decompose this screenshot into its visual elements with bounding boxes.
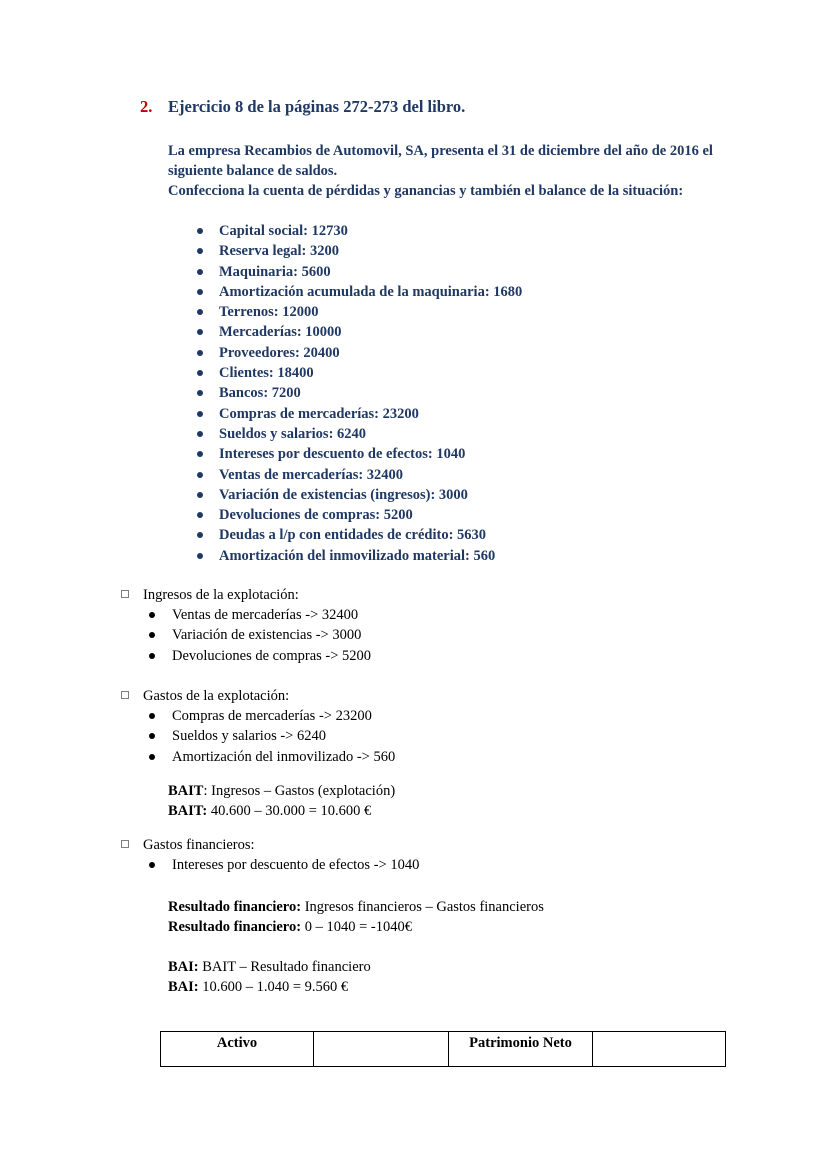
ingresos-heading-text: Ingresos de la explotación:: [143, 587, 299, 603]
bait-definition-text: : Ingresos – Gastos (explotación): [203, 783, 396, 799]
bait-calculation: [168, 801, 395, 821]
ingresos-heading: [120, 585, 371, 605]
bai-definition: [168, 957, 371, 977]
statement-line-1: La empresa Recambios de Automovil, SA, presenta el 31 de diciembre del año de 2016 el siguiente balance de saldos.: [168, 143, 713, 179]
bait-label: BAIT: [168, 783, 204, 799]
ingresos-list: [146, 605, 371, 666]
list-item: Amortización del inmovilizado material: 560: [195, 546, 522, 566]
bai-label: BAI:: [168, 979, 199, 995]
financieros-list: [146, 855, 419, 875]
bait-formula: [168, 781, 395, 821]
financieros-heading: [120, 835, 419, 855]
resultado-definition-text: Ingresos financieros – Gastos financieros: [301, 899, 544, 915]
list-item: Proveedores: 20400: [195, 343, 522, 363]
list-item: Intereses por descuento de efectos -> 1040: [146, 855, 419, 875]
bai-calculation: [168, 977, 371, 997]
list-item: Reserva legal: 3200: [195, 241, 522, 261]
list-item: Capital social: 12730: [195, 221, 522, 241]
list-item: Devoluciones de compras -> 5200: [146, 646, 371, 666]
list-item: Ventas de mercaderías: 32400: [195, 465, 522, 485]
list-item: Amortización del inmovilizado -> 560: [146, 747, 395, 767]
financieros-heading-text: Gastos financieros:: [143, 837, 255, 853]
bait-calculation-text: 40.600 – 30.000 = 10.600 €: [207, 803, 372, 819]
resultado-label: Resultado financiero:: [168, 899, 302, 915]
exercise-title-text: Ejercicio 8 de la páginas 272-273 del libro.: [168, 97, 466, 116]
resultado-calculation-text: 0 – 1040 = -1040€: [301, 919, 412, 935]
list-item: Sueldos y salarios: 6240: [195, 424, 522, 444]
statement-line-2: Confecciona la cuenta de pérdidas y ganancias y también el balance de la situación:: [168, 183, 684, 199]
list-item: Compras de mercaderías: 23200: [195, 404, 522, 424]
resultado-definition: [168, 897, 544, 917]
bai-label: BAI:: [168, 959, 199, 975]
gastos-heading: [120, 686, 395, 706]
list-item: Variación de existencias (ingresos): 3000: [195, 485, 522, 505]
table-header-empty: [593, 1032, 726, 1067]
exercise-title: [140, 97, 465, 117]
table-header-activo: Activo: [161, 1032, 314, 1067]
table-row: [161, 1032, 726, 1067]
resultado-calculation: [168, 917, 544, 937]
financieros-section: [120, 835, 419, 875]
list-item: Bancos: 7200: [195, 383, 522, 403]
bait-definition: [168, 781, 395, 801]
gastos-heading-text: Gastos de la explotación:: [143, 688, 290, 704]
list-item: Amortización acumulada de la maquinaria: 1680: [195, 282, 522, 302]
bai-calculation-text: 10.600 – 1.040 = 9.560 €: [198, 979, 349, 995]
checkbox-icon[interactable]: [121, 590, 129, 598]
list-item: Mercaderías: 10000: [195, 322, 522, 342]
ingresos-section: [120, 585, 371, 666]
bai-definition-text: BAIT – Resultado financiero: [198, 959, 371, 975]
list-item: Variación de existencias -> 3000: [146, 625, 371, 645]
gastos-section: [120, 686, 395, 767]
resultado-label: Resultado financiero:: [168, 919, 302, 935]
gastos-list: [146, 706, 395, 767]
balance-items-list: [195, 221, 522, 566]
list-item: Devoluciones de compras: 5200: [195, 505, 522, 525]
table-header-patrimonio-neto: Patrimonio Neto: [449, 1032, 593, 1067]
resultado-formula: [168, 897, 544, 937]
exercise-statement: [168, 141, 728, 201]
exercise-number: 2.: [140, 97, 153, 116]
checkbox-icon[interactable]: [121, 691, 129, 699]
balance-table: [160, 1031, 726, 1067]
checkbox-icon[interactable]: [121, 840, 129, 848]
bai-formula: [168, 957, 371, 997]
list-item: Maquinaria: 5600: [195, 262, 522, 282]
list-item: Deudas a l/p con entidades de crédito: 5630: [195, 525, 522, 545]
list-item: Ventas de mercaderías -> 32400: [146, 605, 371, 625]
list-item: Compras de mercaderías -> 23200: [146, 706, 395, 726]
bait-label: BAIT:: [168, 803, 208, 819]
list-item: Clientes: 18400: [195, 363, 522, 383]
list-item: Sueldos y salarios -> 6240: [146, 726, 395, 746]
list-item: Terrenos: 12000: [195, 302, 522, 322]
list-item: Intereses por descuento de efectos: 1040: [195, 444, 522, 464]
table-header-empty: [314, 1032, 449, 1067]
